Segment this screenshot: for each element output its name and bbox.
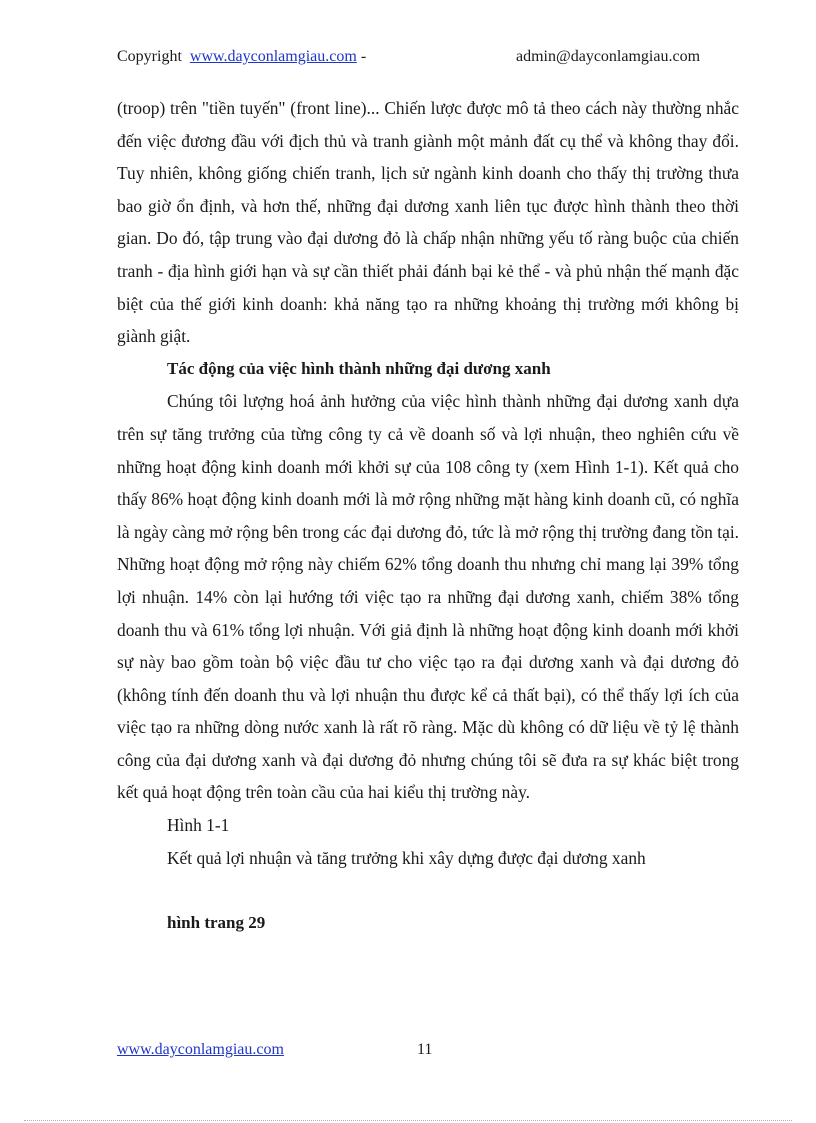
paragraph-main: Chúng tôi lượng hoá ảnh hưởng của việc hình thành những đại dương xanh dựa trên sự tăng trưởng của từng công ty cả về doanh số và lợi nhuận, theo nghiên cứu về những hoạt động kinh doanh mới khởi sự của 108 công ty (xem Hình 1-1). Kết quả cho thấy 86% hoạt động kinh doanh mới là mở rộng những mặt hàng kinh doanh cũ, có nghĩa là ngày càng mở rộng bên trong các đại dương đỏ, tức là mở rộng thị trường đang tồn tại. Những hoạt động mở rộng này chiếm 62% tổng doanh thu nhưng chỉ mang lại 39% tổng lợi nhuận. 14% còn lại hướng tới việc tạo ra những đại dương xanh, chiếm 38% tổng doanh thu và 61% tổng lợi nhuận. Với giả định là những hoạt động kinh doanh mới khởi sự này bao gồm toàn bộ việc đầu tư cho việc tạo ra đại dương xanh và đại dương đỏ (không tính đến doanh thu và lợi nhuận thu được kể cả thất bại), có thể thấy lợi ích của việc tạo ra những dòng nước xanh là rất rõ ràng. Mặc dù không có dữ liệu về tỷ lệ thành công của đại dương xanh và đại dương đỏ nhưng chúng tôi sẽ đưa ra sự khác biệt trong kết quả hoạt động trên toàn cầu của hai kiểu thị trường này.	[117, 391, 739, 803]
figure-placeholder: hình trang 29	[167, 912, 266, 932]
page-footer	[117, 1041, 737, 1065]
copyright-label: Copyright	[117, 48, 182, 65]
header-email: admin@dayconlamgiau.com	[516, 48, 701, 65]
header-separator: -	[360, 48, 367, 65]
header-site-link[interactable]: www.dayconlamgiau.com	[189, 48, 357, 65]
paragraph-continued: (troop) trên "tiền tuyến" (front line)... Chiến lược được mô tả theo cách này thường nhắc đến việc đương đầu với địch thủ và tranh giành một mảnh đất cụ thể và không thay đổi. Tuy nhiên, không giống chiến tranh, lịch sử ngành kinh doanh cho thấy thị trường thưa bao giờ ổn định, và hơn thế, những đại dương xanh liên tục được hình thành theo thời gian. Do đó, tập trung vào đại dương đỏ là chấp nhận những yếu tố ràng buộc của chiến tranh - địa hình giới hạn và sự cần thiết phải đánh bại kẻ thể - và phủ nhận thế mạnh đặc biệt của thế giới kinh doanh: khả năng tạo ra những khoảng thị trường mới không bị giành giật.	[117, 98, 739, 347]
page-header	[117, 48, 737, 72]
section-heading: Tác động của việc hình thành những đại dương xanh	[167, 358, 551, 378]
page-bottom-divider	[24, 1120, 792, 1121]
footer-site-link[interactable]: www.dayconlamgiau.com	[117, 1041, 284, 1058]
copyright-notice	[117, 48, 366, 66]
page-body	[117, 92, 739, 939]
blank-line	[117, 874, 739, 907]
page-number: 11	[417, 1041, 433, 1058]
figure-caption: Kết quả lợi nhuận và tăng trưởng khi xây dựng được đại dương xanh	[167, 847, 646, 868]
figure-label: Hình 1-1	[167, 815, 230, 836]
